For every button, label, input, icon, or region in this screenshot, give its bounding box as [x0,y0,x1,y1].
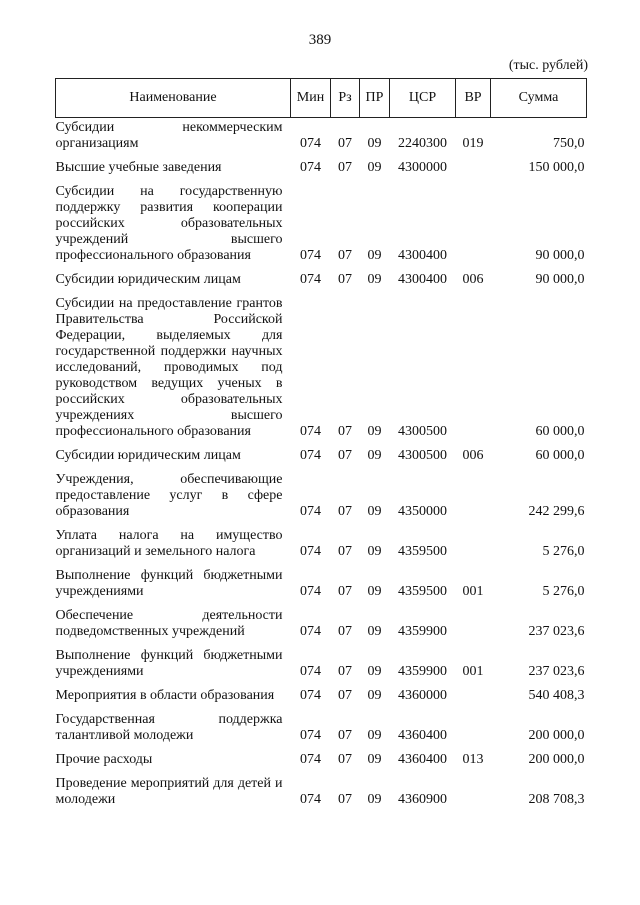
row-vr: 001 [462,584,484,599]
row-pr: 09 [367,664,382,679]
row-csr: 4300500 [398,424,447,439]
row-min: 074 [300,752,321,767]
row-sum: 242 299,6 [528,504,585,519]
row-name: Учреждения, обеспечивающие предоставление услуг в сфере образования [55,472,283,519]
header-rz: Рз [331,79,360,118]
row-pr: 09 [367,272,382,287]
row-pr: 09 [367,160,382,175]
row-vr: 019 [462,136,484,151]
row-sum: 237 023,6 [528,624,585,639]
row-rz: 07 [338,544,352,559]
row-pr: 09 [367,624,382,639]
row-rz: 07 [338,688,352,703]
row-name: Мероприятия в области образования [55,688,275,703]
table-row [56,710,587,750]
row-rz: 07 [338,424,352,439]
row-sum: 90 000,0 [535,272,585,287]
row-vr: 006 [462,448,484,463]
row-sum: 750,0 [553,136,585,151]
row-vr [456,686,491,710]
row-csr: 2240300 [398,136,447,151]
row-csr: 4360900 [398,792,447,807]
row-min: 074 [300,136,321,151]
row-sum: 200 000,0 [528,752,585,767]
row-name: Субсидии на государственную поддержку развития кооперации российских образовательных учреждений высшего профессионального образования [55,184,283,263]
table-row [56,470,587,526]
row-pr: 09 [367,136,382,151]
row-min: 074 [300,272,321,287]
row-vr [456,294,491,446]
row-pr: 09 [367,504,382,519]
row-vr [456,710,491,750]
row-min: 074 [300,448,321,463]
table-row [56,182,587,270]
units-label: (тыс. рублей) [508,58,588,73]
row-rz: 07 [338,792,352,807]
row-min: 074 [300,248,321,263]
row-sum: 60 000,0 [535,424,585,439]
row-name: Субсидии юридическим лицам [55,448,241,463]
row-rz: 07 [338,728,352,743]
row-rz: 07 [338,136,352,151]
budget-table [55,78,587,814]
table-row [56,686,587,710]
row-vr [456,526,491,566]
row-rz: 07 [338,752,352,767]
row-pr: 09 [367,688,382,703]
row-rz: 07 [338,504,352,519]
row-vr [456,182,491,270]
table-row [56,606,587,646]
header-pr: ПР [360,79,390,118]
row-vr [456,470,491,526]
row-sum: 60 000,0 [535,448,585,463]
row-sum: 540 408,3 [528,688,585,703]
header-csr: ЦСР [390,79,456,118]
table-row [56,270,587,294]
table-row [56,526,587,566]
row-min: 074 [300,624,321,639]
row-name: Высшие учебные заведения [55,160,222,175]
row-pr: 09 [367,728,382,743]
row-pr: 09 [367,584,382,599]
row-csr: 4300400 [398,272,447,287]
page-number: 389 [308,32,332,48]
row-pr: 09 [367,248,382,263]
row-vr [456,606,491,646]
row-pr: 09 [367,448,382,463]
row-vr [456,774,491,814]
row-csr: 4360000 [398,688,447,703]
row-min: 074 [300,424,321,439]
row-min: 074 [300,728,321,743]
row-sum: 5 276,0 [542,544,585,559]
row-csr: 4360400 [398,752,447,767]
row-pr: 09 [367,792,382,807]
table-row [56,158,587,182]
header-vr: ВР [456,79,491,118]
row-name: Уплата налога на имущество организаций и земельного налога [55,528,283,559]
row-sum: 200 000,0 [528,728,585,743]
table-row [56,118,587,159]
row-rz: 07 [338,664,352,679]
row-name: Субсидии некоммерческим организациям [55,120,283,151]
row-rz: 07 [338,624,352,639]
row-name: Выполнение функций бюджетными учреждениями [55,648,283,679]
row-min: 074 [300,160,321,175]
row-sum: 90 000,0 [535,248,585,263]
table-row [56,446,587,470]
row-csr: 4359900 [398,624,447,639]
row-csr: 4300400 [398,248,447,263]
row-name: Прочие расходы [55,752,153,767]
table-row [56,774,587,814]
row-pr: 09 [367,544,382,559]
table-row [56,646,587,686]
table-header-row [56,79,587,118]
row-min: 074 [300,792,321,807]
row-vr: 006 [462,272,484,287]
row-csr: 4350000 [398,504,447,519]
row-min: 074 [300,544,321,559]
row-min: 074 [300,504,321,519]
row-csr: 4359500 [398,544,447,559]
row-vr [456,158,491,182]
row-name: Обеспечение деятельности подведомственных учреждений [55,608,283,639]
row-sum: 150 000,0 [528,160,585,175]
row-min: 074 [300,664,321,679]
row-name: Субсидии юридическим лицам [55,272,241,287]
row-sum: 237 023,6 [528,664,585,679]
row-name: Проведение мероприятий для детей и молодежи [55,776,283,807]
row-pr: 09 [367,424,382,439]
header-min: Мин [291,79,331,118]
row-pr: 09 [367,752,382,767]
row-name: Государственная поддержка талантливой молодежи [55,712,283,743]
row-name: Выполнение функций бюджетными учреждениями [55,568,283,599]
row-vr: 013 [462,752,484,767]
row-sum: 208 708,3 [528,792,585,807]
row-rz: 07 [338,272,352,287]
row-csr: 4360400 [398,728,447,743]
row-sum: 5 276,0 [542,584,585,599]
row-csr: 4300500 [398,448,447,463]
row-rz: 07 [338,160,352,175]
row-name: Субсидии на предоставление грантов Правительства Российской Федерации, выделяемых для государственной поддержки научных исследований, проводимых под руководством ведущих ученых в российских образовательных учреждениях высшего профессионального образования [55,296,283,439]
table-row [56,294,587,446]
header-name: Наименование [56,79,291,118]
row-csr: 4300000 [398,160,447,175]
row-csr: 4359900 [398,664,447,679]
row-rz: 07 [338,584,352,599]
header-sum: Сумма [491,79,587,118]
row-csr: 4359500 [398,584,447,599]
row-min: 074 [300,688,321,703]
row-vr: 001 [462,664,484,679]
row-rz: 07 [338,448,352,463]
row-min: 074 [300,584,321,599]
table-row [56,750,587,774]
row-rz: 07 [338,248,352,263]
table-row [56,566,587,606]
